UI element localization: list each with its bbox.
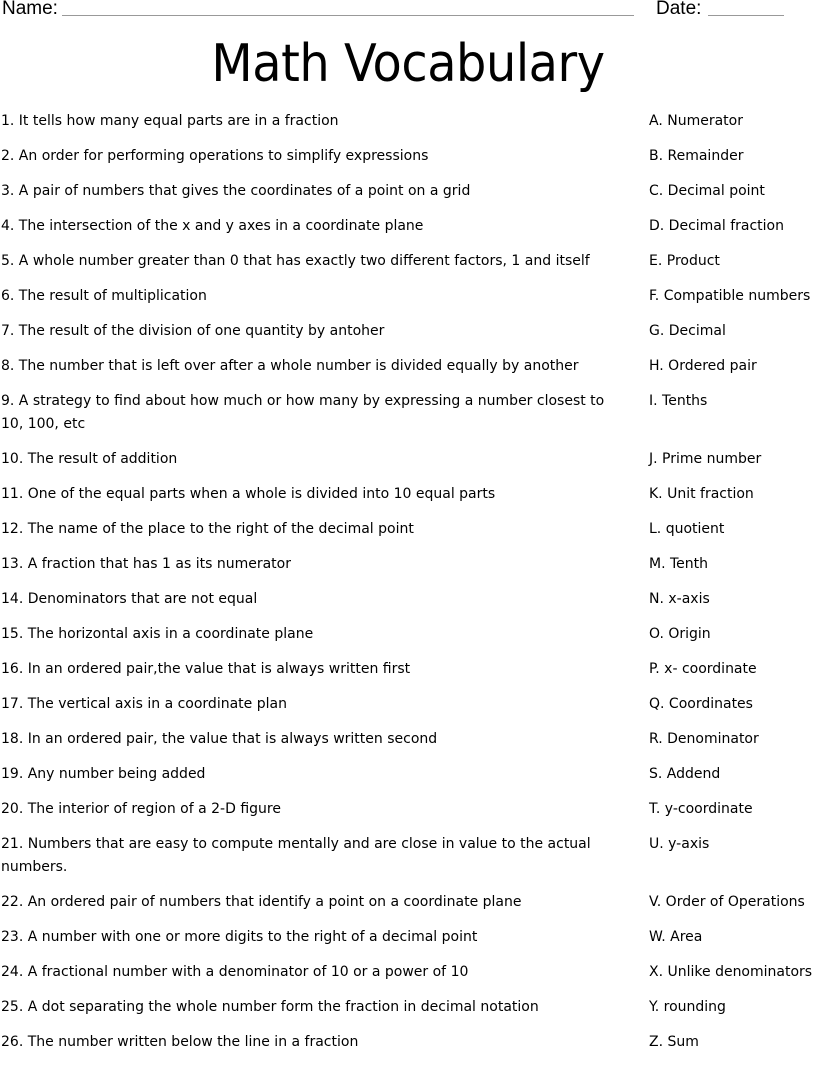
matching-row (0, 891, 816, 926)
question-text: 23. A number with one or more digits to the right of a decimal point (1, 929, 478, 945)
answer-option: W. Area (649, 929, 703, 945)
name-blank-line (62, 15, 634, 16)
matching-row (0, 623, 816, 658)
question-text: 8. The number that is left over after a whole number is divided equally by another (1, 358, 579, 374)
question-text: 16. In an ordered pair,the value that is always written first (1, 661, 411, 677)
question-text: 15. The horizontal axis in a coordinate plane (1, 626, 314, 642)
matching-row (0, 180, 816, 215)
question-text: 22. An ordered pair of numbers that identify a point on a coordinate plane (1, 894, 522, 910)
question-text: 21. Numbers that are easy to compute mentally and are close in value to the actual numbers. (1, 836, 591, 875)
answer-option: T. y-coordinate (649, 801, 753, 817)
answer-option: I. Tenths (649, 393, 708, 409)
answer-option: C. Decimal point (649, 183, 765, 199)
answer-option: F. Compatible numbers (649, 288, 811, 304)
question-text: 1. It tells how many equal parts are in a fraction (1, 113, 339, 129)
question-text: 25. A dot separating the whole number form the fraction in decimal notation (1, 999, 539, 1015)
matching-row (0, 926, 816, 961)
question-text: 3. A pair of numbers that gives the coordinates of a point on a grid (1, 183, 471, 199)
question-text: 19. Any number being added (1, 766, 206, 782)
matching-row (0, 250, 816, 285)
answer-option: A. Numerator (649, 113, 743, 129)
answer-option: H. Ordered pair (649, 358, 757, 374)
answer-option: S. Addend (649, 766, 721, 782)
question-text: 5. A whole number greater than 0 that has exactly two different factors, 1 and itself (1, 253, 590, 269)
answer-option: B. Remainder (649, 148, 744, 164)
matching-row (0, 833, 816, 891)
answer-option: Y. rounding (649, 999, 726, 1015)
answer-option: K. Unit fraction (649, 486, 754, 502)
matching-row (0, 658, 816, 693)
matching-row (0, 355, 816, 390)
answer-option: E. Product (649, 253, 720, 269)
question-text: 9. A strategy to find about how much or how many by expressing a number closest to 10, 100, etc (1, 393, 605, 432)
matching-row (0, 110, 816, 145)
matching-row (0, 588, 816, 623)
question-text: 12. The name of the place to the right of the decimal point (1, 521, 414, 537)
matching-row (0, 798, 816, 833)
answer-option: J. Prime number (649, 451, 762, 467)
matching-row (0, 145, 816, 180)
answer-option: P. x- coordinate (649, 661, 757, 677)
page-title: Math Vocabulary (211, 34, 605, 94)
date-blank-line (708, 15, 784, 16)
answer-option: D. Decimal fraction (649, 218, 784, 234)
matching-row (0, 728, 816, 763)
matching-row (0, 693, 816, 728)
matching-row (0, 448, 816, 483)
matching-row (0, 518, 816, 553)
matching-row (0, 553, 816, 588)
answer-option: G. Decimal (649, 323, 726, 339)
question-text: 6. The result of multiplication (1, 288, 207, 304)
answer-option: R. Denominator (649, 731, 759, 747)
question-text: 18. In an ordered pair, the value that is always written second (1, 731, 438, 747)
date-label: Date: (656, 0, 702, 19)
matching-row (0, 215, 816, 250)
matching-row (0, 1031, 816, 1066)
question-text: 20. The interior of region of a 2-D figure (1, 801, 281, 817)
answer-option: X. Unlike denominators (649, 964, 813, 980)
matching-row (0, 483, 816, 518)
question-text: 26. The number written below the line in a fraction (1, 1034, 359, 1050)
matching-row (0, 961, 816, 996)
matching-list (0, 110, 816, 1066)
answer-option: N. x-axis (649, 591, 710, 607)
question-text: 14. Denominators that are not equal (1, 591, 258, 607)
worksheet-header (0, 0, 816, 22)
question-text: 7. The result of the division of one quantity by antoher (1, 323, 385, 339)
name-label: Name: (2, 0, 58, 19)
answer-option: O. Origin (649, 626, 711, 642)
question-text: 2. An order for performing operations to simplify expressions (1, 148, 429, 164)
question-text: 4. The intersection of the x and y axes in a coordinate plane (1, 218, 424, 234)
question-text: 13. A fraction that has 1 as its numerator (1, 556, 291, 572)
question-text: 17. The vertical axis in a coordinate plan (1, 696, 287, 712)
answer-option: Q. Coordinates (649, 696, 753, 712)
answer-option: M. Tenth (649, 556, 709, 572)
matching-row (0, 763, 816, 798)
answer-option: Z. Sum (649, 1034, 699, 1050)
question-text: 24. A fractional number with a denominator of 10 or a power of 10 (1, 964, 469, 980)
answer-option: L. quotient (649, 521, 725, 537)
answer-option: U. y-axis (649, 836, 710, 852)
matching-row (0, 390, 816, 448)
question-text: 10. The result of addition (1, 451, 178, 467)
matching-row (0, 996, 816, 1031)
answer-option: V. Order of Operations (649, 894, 805, 910)
matching-row (0, 285, 816, 320)
matching-row (0, 320, 816, 355)
question-text: 11. One of the equal parts when a whole is divided into 10 equal parts (1, 486, 496, 502)
